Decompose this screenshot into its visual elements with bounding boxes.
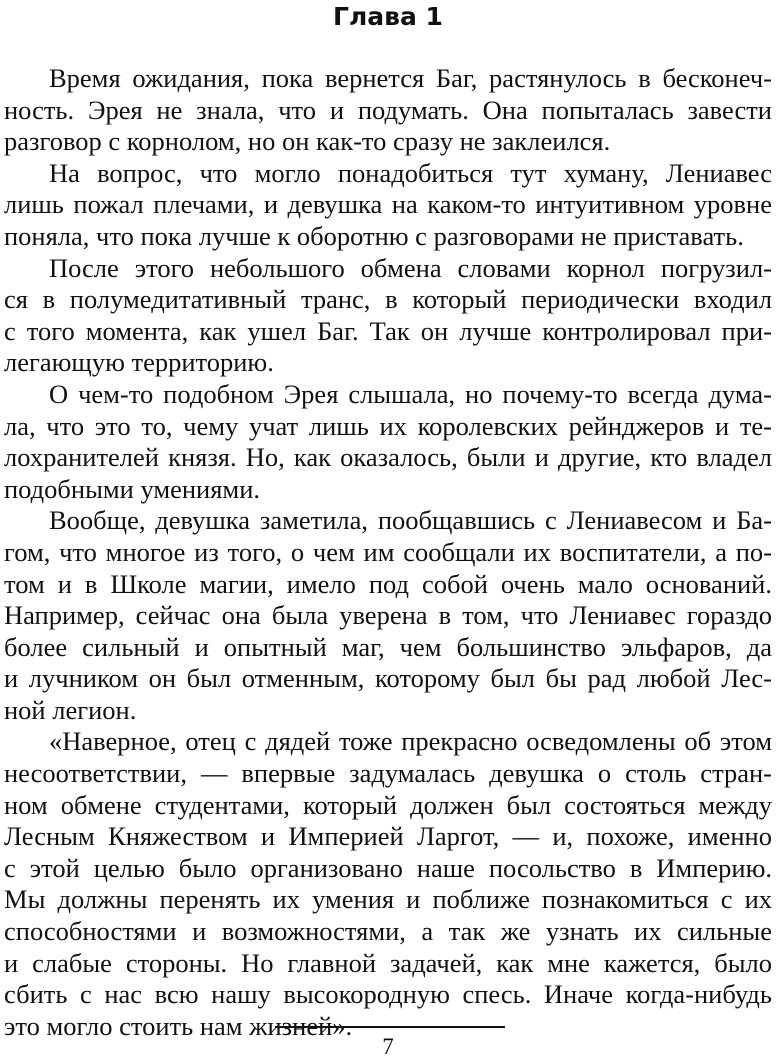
text-line: легающую территорию. (4, 347, 274, 378)
text-line: Вообще, девушка заметила, пообщавшись с Лениавесом и Ба- (49, 505, 772, 536)
text-line: ла, что это то, чему учат лишь их королевских рейнджеров и те- (4, 410, 772, 441)
text-line: О чем-то подобном Эрея слышала, но почему-то всегда дума- (49, 378, 772, 409)
text-line: и слабые стороны. Но главной задачей, как мне кажется, было (4, 947, 772, 978)
text-line: ся в полумедитативный транс, в который периодически входил (4, 284, 772, 315)
text-line: это могло стоить нам жизней». (4, 1010, 353, 1041)
text-line: несоответствии, — впервые задумалась девушка о столь стран- (4, 758, 772, 789)
text-line: подобными умениями. (4, 473, 261, 504)
text-line: Мы должны перенять их умения и поближе познакомиться с их (4, 884, 772, 915)
text-line: с этой целью было организовано наше посольство в Империю. (4, 852, 772, 883)
text-line: поняла, что пока лучше к оборотню с разговорами не приставать. (4, 220, 744, 251)
text-line: лохранителей князя. Но, как оказалось, были и другие, кто владел (4, 442, 772, 473)
chapter-text (4, 63, 772, 1042)
text-line: и лучником он был отменным, которому был бы рад любой Лес- (4, 663, 772, 694)
text-line: лишь пожал плечами, и девушка на каком-то интуитивном уровне (4, 189, 772, 220)
text-line: ном обмене студентами, который должен был состояться между (4, 789, 772, 820)
chapter-title: Глава 1 (333, 2, 443, 31)
text-line: На вопрос, что могло понадобиться тут хуману, Лениавес (49, 157, 772, 188)
text-line: способностями и возможностями, а так же узнать их сильные (4, 916, 772, 947)
text-line: Лесным Княжеством и Империей Ларгот, — и, похоже, именно (4, 821, 772, 852)
page-number: 7 (382, 1034, 394, 1059)
text-line: ной легион. (4, 694, 137, 725)
text-line: «Наверное, отец с дядей тоже прекрасно осведомлены об этом (49, 726, 772, 757)
text-line: сбить с нас всю нашу высокородную спесь. Иначе когда-нибудь (4, 979, 772, 1010)
text-line: более сильный и опытный маг, чем большинство эльфаров, да (4, 631, 772, 662)
text-line: После этого небольшого обмена словами корнол погрузил- (49, 252, 772, 283)
text-line: гом, что многое из того, о чем им сообщали их воспитатели, а по- (4, 536, 772, 567)
text-line: том и в Школе магии, имело под собой очень мало оснований. (4, 568, 772, 599)
footer-rule (275, 1026, 505, 1028)
text-line: Например, сейчас она была уверена в том, что Лениавес гораздо (4, 600, 772, 631)
text-line: ность. Эрея не знала, что и подумать. Она попыталась завести (4, 94, 772, 125)
text-line: разговор с корнолом, но он как-то сразу не заклеился. (4, 126, 611, 157)
text-line: с того момента, как ушел Баг. Так он лучше контролировал при- (4, 315, 772, 346)
text-line: Время ожидания, пока вернется Баг, растянулось в бесконеч- (49, 63, 772, 93)
